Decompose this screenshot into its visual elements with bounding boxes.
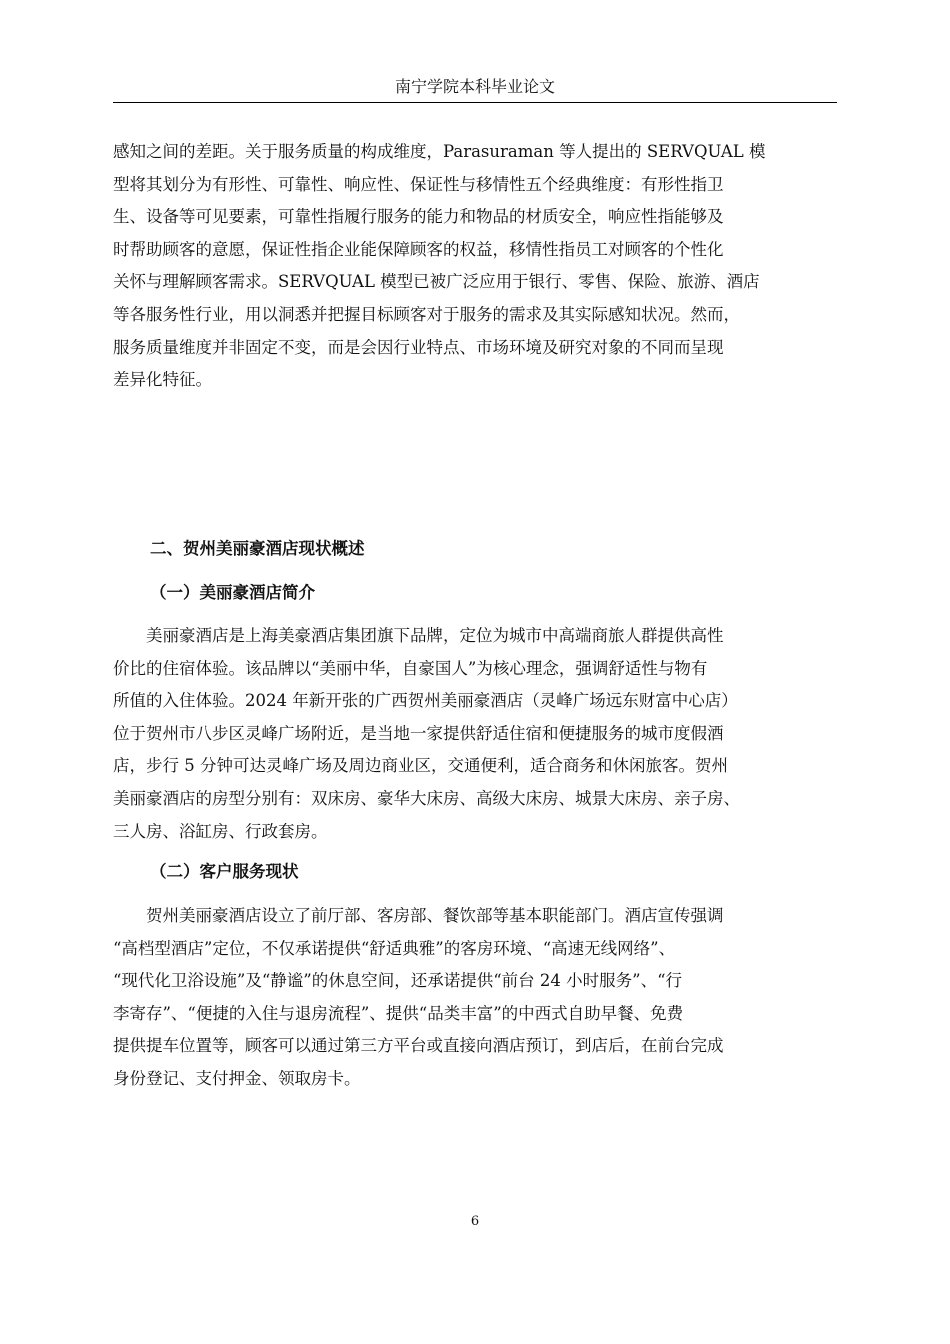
hotel-intro-paragraph [113,620,837,848]
paragraph-line: “现代化卫浴设施”及“静谧”的休息空间，还承诺提供“前台 24 小时服务”、“行 [113,971,683,991]
paragraph-line: 位于贺州市八步区灵峰广场附近，是当地一家提供舒适住宿和便捷服务的城市度假酒 [113,723,724,743]
paragraph-line: “高档型酒店”定位，不仅承诺提供“舒适典雅”的客房环境、“高速无线网络”、 [113,938,676,958]
paragraph-line: 生、设备等可见要素，可靠性指履行服务的能力和物品的材质安全，响应性指能够及 [113,207,724,227]
subsection-heading: （一）美丽豪酒店简介 [150,583,315,602]
paragraph-line: 李寄存”、“便捷的入住与退房流程”、提供“品类丰富”的中西式自助早餐、免费 [113,1003,684,1023]
paragraph-line: 服务质量维度并非固定不变，而是会因行业特点、市场环境及研究对象的不同而呈现 [113,337,724,357]
paragraph-line: 等各服务性行业，用以洞悉并把握目标顾客对于服务的需求及其实际感知状况。然而， [113,304,740,324]
paragraph-line: 美丽豪酒店是上海美豪酒店集团旗下品牌，定位为城市中高端商旅人群提供高性 [113,626,724,645]
paragraph-line: 三人房、浴缸房、行政套房。 [113,821,328,841]
paragraph-line: 时帮助顾客的意愿，保证性指企业能保障顾客的权益，移情性指员工对顾客的个性化 [113,239,724,259]
intro-paragraph [113,136,837,397]
paragraph-line: 提供提车位置等，顾客可以通过第三方平台或直接向酒店预订，到店后，在前台完成 [113,1036,724,1056]
paragraph-line: 所值的入住体验。2024 年新开张的广西贺州美丽豪酒店（灵峰广场远东财富中心店） [113,691,738,711]
page-number: 6 [470,1214,480,1229]
customer-service-paragraph [113,900,837,1096]
paragraph-line: 差异化特征。 [113,370,212,390]
paragraph-line: 贺州美丽豪酒店设立了前厅部、客房部、餐饮部等基本职能部门。酒店宣传强调 [113,906,724,925]
paragraph-line: 型将其划分为有形性、可靠性、响应性、保证性与移情性五个经典维度：有形性指卫 [113,174,724,194]
paragraph-line: 价比的住宿体验。该品牌以“美丽中华，自豪国人”为核心理念，强调舒适性与物有 [113,658,708,678]
page-header: 南宁学院本科毕业论文 [113,76,837,103]
section-heading: 二、贺州美丽豪酒店现状概述 [150,539,365,558]
paragraph-line: 店，步行 5 分钟可达灵峰广场及周边商业区，交通便利，适合商务和休闲旅客。贺州 [113,756,728,776]
paragraph-line: 身份登记、支付押金、领取房卡。 [113,1068,361,1088]
paragraph-line: 感知之间的差距。关于服务质量的构成维度，Parasuraman 等人提出的 SERVQUAL 模 [113,142,766,161]
subsection-heading: （二）客户服务现状 [150,862,299,881]
paragraph-line: 美丽豪酒店的房型分别有：双床房、豪华大床房、高级大床房、城景大床房、亲子房、 [113,788,740,808]
paragraph-line: 关怀与理解顾客需求。SERVQUAL 模型已被广泛应用于银行、零售、保险、旅游、酒店 [113,272,760,292]
